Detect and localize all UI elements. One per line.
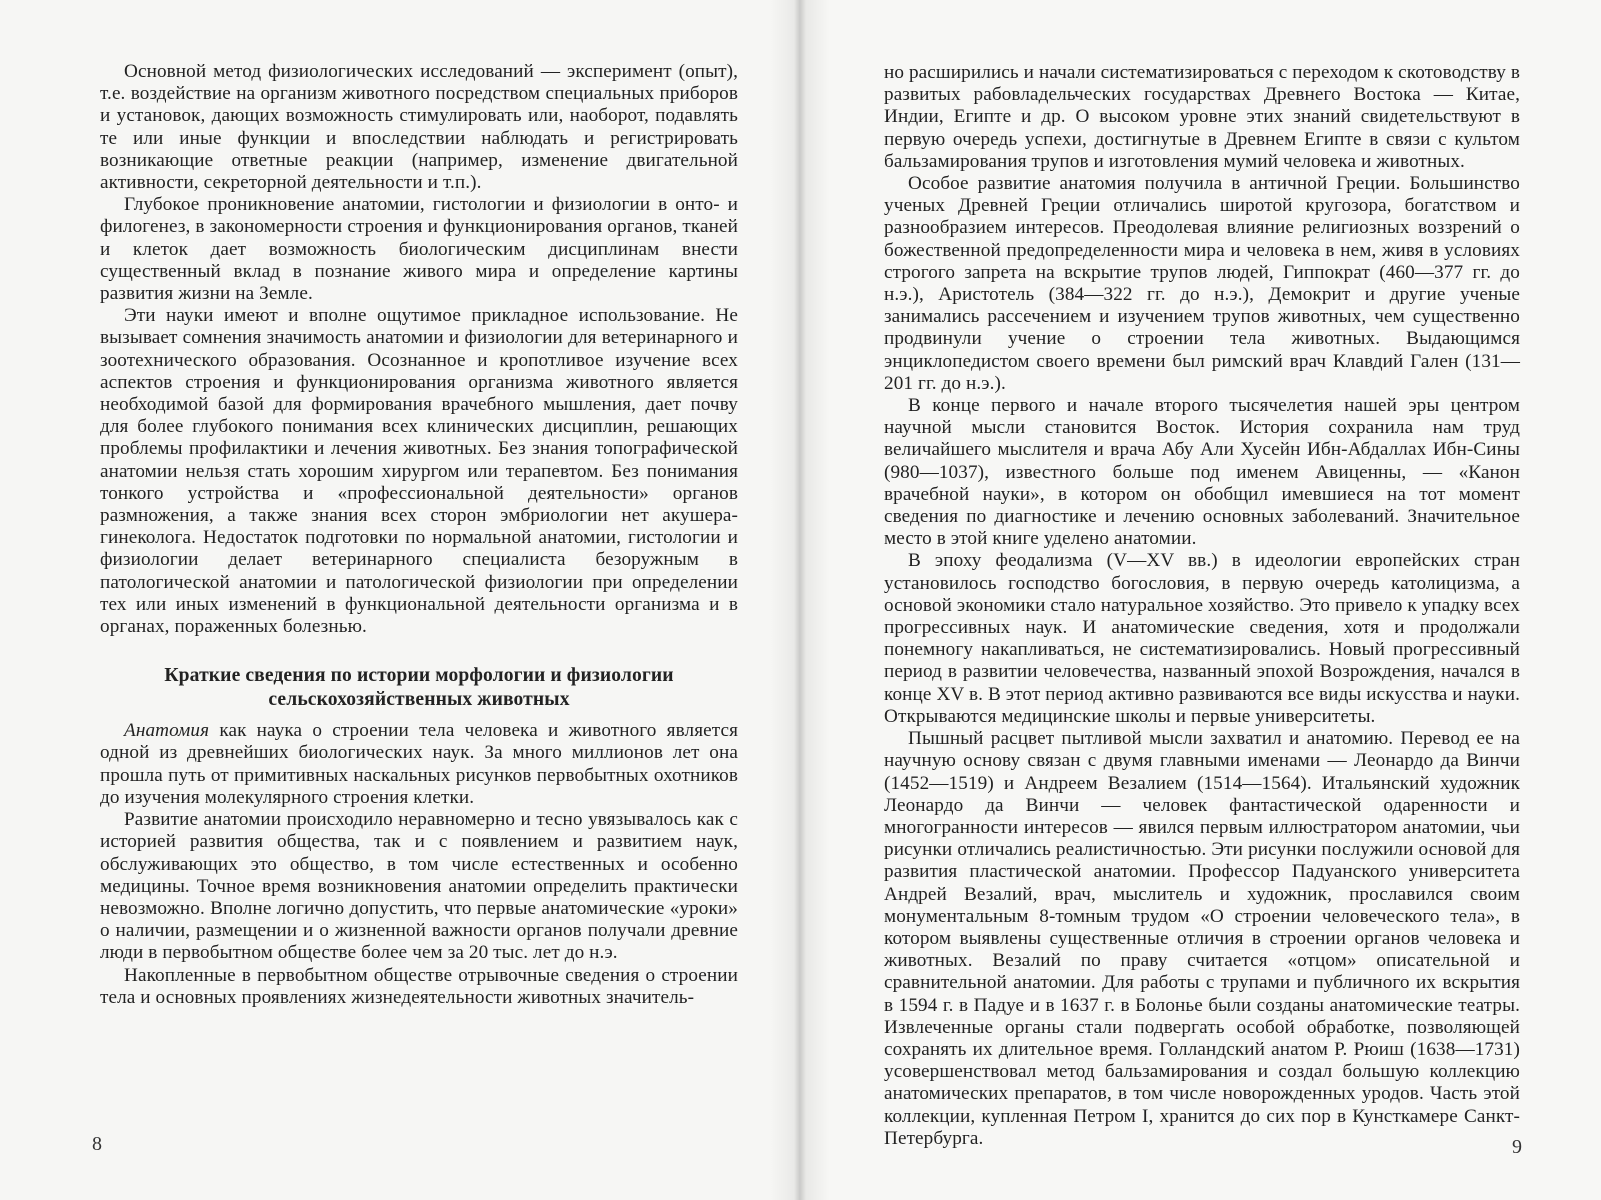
italic-term: Анатомия: [124, 720, 210, 742]
paragraph: В конце первого и начале второго тысячелетия нашей эры центром научной мысли становится Восток. История сохранила нам труд величайшего мыслителя и врача Абу Али Хусейн Ибн-Абдаллах Ибн-Сины (980—1037), известного больше под именем Авиценны, — «Канон врачебной науки», в котором он обобщил имевшиеся на тот момент сведения по диагностике и лечению основных заболеваний. Значительное место в этой книге уделено анатомии.: [884, 395, 1520, 550]
left-text-column: [100, 61, 738, 1009]
right-text-column: [884, 62, 1520, 1150]
paragraph: Эти науки имеют и вполне ощутимое прикладное использование. Не вызывает сомнения значимость анатомии и физиологии для ветеринарного и зоотехнического образования. Осознанное и кропотливое изучение всех аспектов строения и функционирования организма животного является необходимой базой для формирования врачебного мышления, дает почву для более глубокого понимания всех клинических дисциплин, решающих проблемы профилактики и лечения животных. Без знания топографической анатомии нельзя стать хорошим хирургом или терапевтом. Без понимания тонкого устройства и «профессиональной деятельности» органов размножения, а также знания всех сторон эмбриологии нет акушера-гинеколога. Недостаток подготовки по нормальной анатомии, гистологии и физиологии делает ветеринарного специалиста безоружным в патологической анатомии и патологической физиологии при определении тех или иных изменений в функциональной деятельности организма и в органах, пораженных болезнью.: [100, 305, 738, 638]
paragraph: В эпоху феодализма (V—XV вв.) в идеологии европейских стран установилось господство богословия, в первую очередь католицизма, а основой экономики стало натуральное хозяйство. Это привело к упадку всех прогрессивных наук. И анатомические сведения, хотя и продолжали понемногу накапливаться, не систематизировались. Новый прогрессивный период в развитии человечества, названный эпохой Возрождения, начался в конце XV в. В этот период активно развиваются все виды искусства и науки. Открываются медицинские школы и первые университеты.: [884, 550, 1520, 727]
paragraph: Глубокое проникновение анатомии, гистологии и физиологии в онто- и филогенез, в закономерности строения и функционирования органов, тканей и клеток дает возможность биологическим дисциплинам внести существенный вклад в познание живого мира и определение картины развития жизни на Земле.: [100, 194, 738, 305]
left-page: [0, 0, 800, 1200]
paragraph: Основной метод физиологических исследований — эксперимент (опыт), т.е. воздействие на организм животного посредством специальных приборов и установок, дающих возможность стимулировать или, наоборот, подавлять те или иные функции и впоследствии наблюдать и регистрировать возникающие ответные реакции (например, изменение двигательной активности, секреторной деятельности и т.п.).: [100, 61, 738, 194]
paragraph-text: как наука о строении тела человека и животного является одной из древнейших биологических наук. За много миллионов лет она прошла путь от примитивных наскальных рисунков первобытных охотников до изучения молекулярного строения клетки.: [100, 720, 738, 808]
paragraph: [100, 720, 738, 809]
section-heading-line: сельскохозяйственных животных: [268, 689, 570, 711]
paragraph: Пышный расцвет пытливой мысли захватил и анатомию. Перевод ее на научную основу связан с двумя главными именами — Леонардо да Винчи (1452—1519) и Андреем Везалием (1514—1564). Итальянский художник Леонардо да Винчи — человек фантастической одаренности и многогранности интересов — явился первым иллюстратором анатомии, чьи рисунки отличались реалистичностью. Эти рисунки послужили основой для развития пластической анатомии. Профессор Падуанского университета Андрей Везалий, врач, мыслитель и художник, прославился своим монументальным 8-томным трудом «О строении человеческого тела», в котором выявлены существенные отличия в строении органов человека и животных. Везалий по праву считается «отцом» описательной и сравнительной анатомии. Для работы с трупами и публичного их вскрытия в 1594 г. в Падуе и в 1637 г. в Болонье были созданы анатомические театры. Извлеченные органы стали подвергать особой обработке, позволяющей сохранять их длительное время. Голландский анатом Р. Рюиш (1638—1731) усовершенствовал метод бальзамирования и создал большую коллекцию анатомических препаратов, в том числе новорожденных уродов. Часть этой коллекции, купленная Петром I, хранится до сих пор в Кунсткамере Санкт-Петербурга.: [884, 728, 1520, 1149]
section-heading-line: Краткие сведения по истории морфологии и физиологии: [164, 665, 674, 687]
page-number: 9: [1512, 1136, 1522, 1158]
paragraph: Особое развитие анатомия получила в античной Греции. Большинство ученых Древней Греции отличались широтой кругозора, богатством и разнообразием интересов. Преодолевая влияние религиозных воззрений о божественной предопределенности мира и человека в нем, живя в условиях строгого запрета на вскрытие трупов людей, Гиппократ (460—377 гг. до н.э.), Аристотель (384—322 гг. до н.э.), Демокрит и другие ученые занимались рассечением и изучением трупов животных, чем существенно продвинули учение о строении тела животных. Выдающимся энциклопедистом своего времени был римский врач Клавдий Гален (131—201 гг. до н.э.).: [884, 173, 1520, 394]
page-number: 8: [92, 1133, 102, 1155]
section-heading: [100, 664, 738, 712]
paragraph: Развитие анатомии происходило неравномерно и тесно увязывалось как с историей развития общества, так и с появлением и развитием наук, обслуживающих это общество, в том числе естественных и особенно медицины. Точное время возникновения анатомии определить практически невозможно. Вполне логично допустить, что первые анатомические «уроки» о наличии, размещении и о жизненной важности органов получали древние люди в первобытном обществе более чем за 20 тыс. лет до н.э.: [100, 809, 738, 964]
paragraph: но расширились и начали систематизироваться с переходом к скотоводству в развитых рабовладельческих государствах Древнего Востока — Китае, Индии, Египте и др. О высоком уровне этих знаний свидетельствуют в первую очередь успехи, достигнутые в Древнем Египте в связи с культом бальзамирования трупов и изготовления мумий человека и животных.: [884, 62, 1520, 172]
book-gutter: [770, 0, 830, 1200]
paragraph: Накопленные в первобытном обществе отрывочные сведения о строении тела и основных проявлениях жизнедеятельности животных значитель-: [100, 964, 738, 1008]
